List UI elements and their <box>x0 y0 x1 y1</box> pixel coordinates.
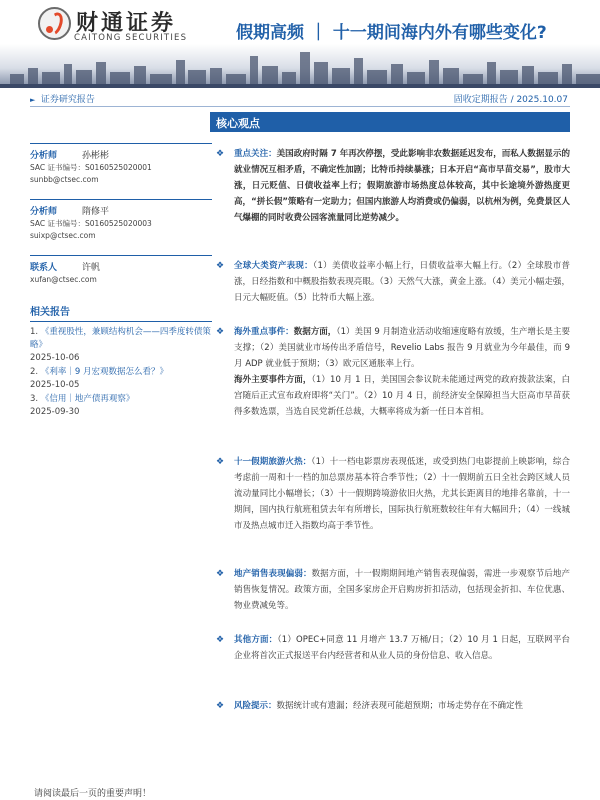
key-point <box>214 146 570 258</box>
analyst-email[interactable]: suixp@ctsec.com <box>30 231 96 240</box>
diamond-icon: ❖ <box>216 569 225 579</box>
key-point-heading: 地产销售表现偏弱： <box>234 569 312 579</box>
related-report-link[interactable]: 《利率｜9 月宏观数据怎么看？》 <box>40 367 168 377</box>
key-point-text: （1）美债收益率小幅上行，日债收益率大幅上行。（2）全球股市普涨，日经指数和中概股指数表现亮眼。（3）天然气大涨，黄金上涨。（4）美元小幅走强，日元大幅贬值。（5）比特币大幅上涨。 <box>234 261 570 303</box>
core-views-title: 核心观点 <box>216 117 260 130</box>
key-point-text: （1）十一档电影票房表现低迷，或受到热门电影提前上映影响，综合考虑前一周和十一档的加总票房基本符合季节性；（2）十一假期前五日全社会跨区域人员流动量同比小幅增长；（3）十一假期跨境游依旧火热，尤其长距离目的地排名靠前，十一期间，国内执行航班租赁去年有所增长，国际执行航班数较往年有大幅回升；（4）一线城市及热点城市迁入指数均高于季节性。 <box>234 457 570 531</box>
related-report-link[interactable]: 《重视股性，兼顾结构机会——四季度转债策略》 <box>30 327 211 350</box>
key-point <box>214 566 570 632</box>
core-views-header <box>210 112 570 132</box>
diamond-icon: ❖ <box>216 149 225 159</box>
related-report-date: 2025-10-06 <box>30 353 80 363</box>
related-report-item[interactable]: 1. 《重视股性，兼顾结构机会——四季度转债策略》 2025-10-06 <box>30 327 211 363</box>
contact-card <box>30 255 212 289</box>
key-point-bold: 美国政府时隔 7 年再次停摆，受此影响非农数据延迟发布，而私人数据显示的就业情况互相矛盾，不确定性加剧；比特币持续暴涨；日本开启“高市早苗交易”，股市大涨，日元贬值、日债收益率上行；假期旅游市场热度总体较高，其中长途境外游热度更高，“拼长假”策略有一定助力；但国内旅游人均消费或仍偏弱，以杭州为例，免费景区人气爆棚的同时收费公园客流量同比逆势减少。 <box>234 149 570 223</box>
key-point-heading: 重点关注： <box>234 149 277 159</box>
key-point-text: （1）OPEC+同意 11 月增产 13.7 万桶/日；（2）10 月 1 日起，互联网平台企业将首次正式报送平台内经营者和从业人员的身份信息、收入信息。 <box>234 635 570 661</box>
left-sidebar <box>30 143 212 420</box>
key-point-heading: 其他方面： <box>234 635 278 645</box>
key-point-heading: 全球大类资产表现： <box>234 261 313 271</box>
analyst-card <box>30 199 212 245</box>
core-views-content <box>214 146 570 738</box>
key-point-heading: 十一假期旅游火热： <box>234 457 312 467</box>
diamond-icon: ❖ <box>216 635 225 645</box>
analyst-name: 孙彬彬 <box>82 151 110 161</box>
related-report-date: 2025-09-30 <box>30 407 80 417</box>
key-point-text: 数据统计或有遗漏；经济表现可能超预期；市场走势存在不确定性 <box>276 701 524 711</box>
key-point <box>214 258 570 324</box>
caitong-logo-icon <box>38 7 71 40</box>
related-report-date: 2025-10-05 <box>30 380 80 390</box>
related-report-item[interactable]: 3. 《信用｜地产债再观察》 2025-09-30 <box>30 393 212 419</box>
related-reports <box>30 303 212 419</box>
related-reports-title: 相关报告 <box>30 303 212 322</box>
sub-header-bar <box>30 89 570 107</box>
key-point-heading: 海外重点事件： <box>234 327 294 337</box>
page-header <box>0 0 600 88</box>
report-type-date: 固收定期报告 / 2025.10.07 <box>453 95 568 105</box>
contact-name: 许帆 <box>82 263 101 273</box>
key-point-text: 数据方面，十一假期期间地产销售表现偏弱，需进一步观察节后地产销售恢复情况。政策方面，全国多家房企开启购房折扣活动，包括现金折扣、车位优惠、物业费减免等。 <box>234 569 570 611</box>
chevron-right-icon: ► <box>30 96 36 104</box>
key-point-text: （1）美国 9 月制造业活动收缩速度略有放缓，生产增长是主要支撑；（2）美国就业市场传出矛盾信号，Revelio Labs 报告 9 月就业为今年最佳，而 9 月 ADP 就业低于预期；（3）欧元区通胀率上行。 <box>234 327 570 369</box>
logo-chinese: 财通证券 <box>76 11 177 36</box>
analyst-email[interactable]: sunbb@ctsec.com <box>30 175 99 184</box>
key-point-bold: 数据方面， <box>293 327 337 337</box>
city-skyline-banner <box>0 44 600 88</box>
key-point-text: （1）10 月 1 日，美国国会参议院未能通过两党的政府拨款法案，白宫随后正式宣布政府即将“关门”。（2）10 月 4 日，前经济安全保障担当大臣高市早苗获得多数选票，当选自民党新任总裁，大概率将成为新一任日本首相。 <box>234 375 570 417</box>
disclaimer-footer: 请阅读最后一页的重要声明！ <box>34 789 152 799</box>
contact-label: 联系人 <box>30 263 58 273</box>
key-point-bold: 海外主要事件方面， <box>234 375 312 385</box>
contact-email[interactable]: xufan@ctsec.com <box>30 275 97 284</box>
key-point-heading: 风险提示： <box>234 701 277 711</box>
related-report-item[interactable]: 2. 《利率｜9 月宏观数据怎么看？》 2025-10-05 <box>30 366 212 392</box>
diamond-icon: ❖ <box>216 457 225 467</box>
logo-english: CAITONG SECURITIES <box>74 33 188 43</box>
key-point <box>214 324 570 454</box>
key-point <box>214 698 570 738</box>
analyst-label: 分析师 <box>30 207 58 217</box>
analyst-name: 隋修平 <box>82 207 110 217</box>
report-title: 假期高频 ｜ 十一期间海内外有哪些变化? <box>236 23 547 43</box>
analyst-card <box>30 143 212 189</box>
diamond-icon: ❖ <box>216 261 225 271</box>
analyst-cert: SAC 证书编号：S0160525020001 <box>30 163 152 172</box>
analyst-cert: SAC 证书编号：S0160525020003 <box>30 219 152 228</box>
related-report-link[interactable]: 《信用｜地产债再观察》 <box>40 394 135 404</box>
report-category: 证券研究报告 <box>40 95 95 105</box>
diamond-icon: ❖ <box>216 327 225 337</box>
analyst-label: 分析师 <box>30 151 58 161</box>
key-point <box>214 632 570 698</box>
key-point <box>214 454 570 566</box>
diamond-icon: ❖ <box>216 701 225 711</box>
